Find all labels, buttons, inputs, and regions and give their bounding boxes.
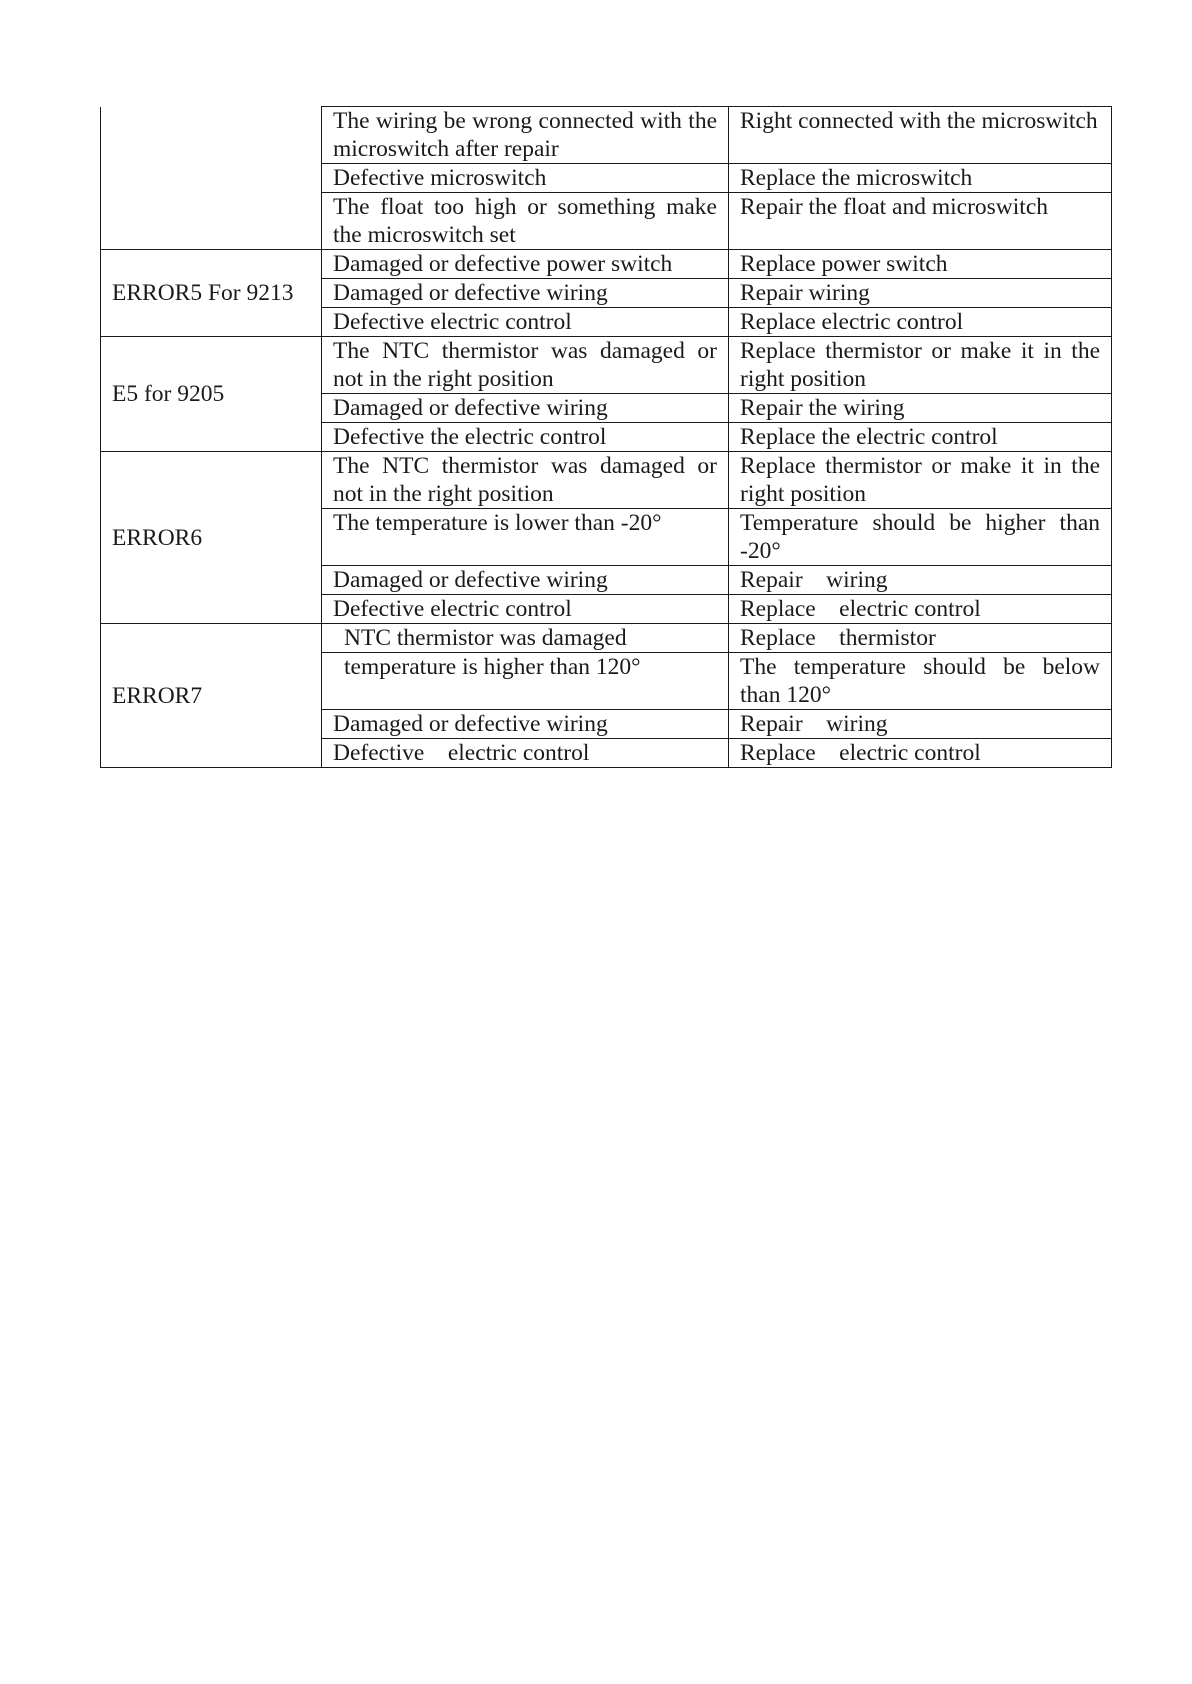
cause-cell: NTC thermistor was damaged	[322, 624, 729, 653]
cause-cell: The temperature is lower than -20°	[322, 509, 729, 566]
solution-cell: Repair wiring	[729, 710, 1112, 739]
solution-cell: Replace the microswitch	[729, 164, 1112, 193]
cause-cell: temperature is higher than 120°	[322, 653, 729, 710]
solution-cell: Repair wiring	[729, 566, 1112, 595]
error-code-cell: E5 for 9205	[101, 337, 322, 452]
solution-cell: Replace thermistor or make it in the right position	[729, 452, 1112, 509]
cause-cell: Damaged or defective wiring	[322, 279, 729, 308]
table-row	[101, 107, 1112, 164]
cause-cell: The wiring be wrong connected with the microswitch after repair	[322, 107, 729, 164]
cause-cell: Defective microswitch	[322, 164, 729, 193]
solution-cell: Replace the electric control	[729, 423, 1112, 452]
cause-cell: Damaged or defective wiring	[322, 710, 729, 739]
error-code-cell: ERROR5 For 9213	[101, 250, 322, 337]
cause-cell: Damaged or defective wiring	[322, 394, 729, 423]
solution-cell: Temperature should be higher than -20°	[729, 509, 1112, 566]
solution-cell: Replace electric control	[729, 595, 1112, 624]
cause-cell: The NTC thermistor was damaged or not in the right position	[322, 337, 729, 394]
solution-cell	[729, 107, 1112, 164]
cause-cell: The NTC thermistor was damaged or not in the right position	[322, 452, 729, 509]
solution-cell: Replace thermistor	[729, 624, 1112, 653]
table-row	[101, 452, 1112, 509]
table-row	[101, 624, 1112, 653]
solution-cell: Repair the float and microswitch	[729, 193, 1112, 250]
solution-cell: Replace electric control	[729, 308, 1112, 337]
table-row	[101, 250, 1112, 279]
solution-text: Right connected with the microswitch	[740, 108, 1098, 134]
solution-cell: Repair wiring	[729, 279, 1112, 308]
cause-cell: Damaged or defective power switch	[322, 250, 729, 279]
solution-cell: Replace thermistor or make it in the right position	[729, 337, 1112, 394]
solution-cell: Repair the wiring	[729, 394, 1112, 423]
cause-cell: Defective electric control	[322, 739, 729, 768]
solution-cell: Replace electric control	[729, 739, 1112, 768]
cause-cell: Defective electric control	[322, 595, 729, 624]
solution-cell: Replace power switch	[729, 250, 1112, 279]
error-code-cell	[101, 107, 322, 250]
troubleshooting-table	[100, 106, 1112, 768]
cause-cell: Defective the electric control	[322, 423, 729, 452]
table-row	[101, 337, 1112, 394]
solution-cell: The temperature should be below than 120°	[729, 653, 1112, 710]
cause-cell: Damaged or defective wiring	[322, 566, 729, 595]
cause-cell: The float too high or something make the microswitch set	[322, 193, 729, 250]
error-code-cell: ERROR6	[101, 452, 322, 624]
cause-cell: Defective electric control	[322, 308, 729, 337]
error-code-cell: ERROR7	[101, 624, 322, 768]
